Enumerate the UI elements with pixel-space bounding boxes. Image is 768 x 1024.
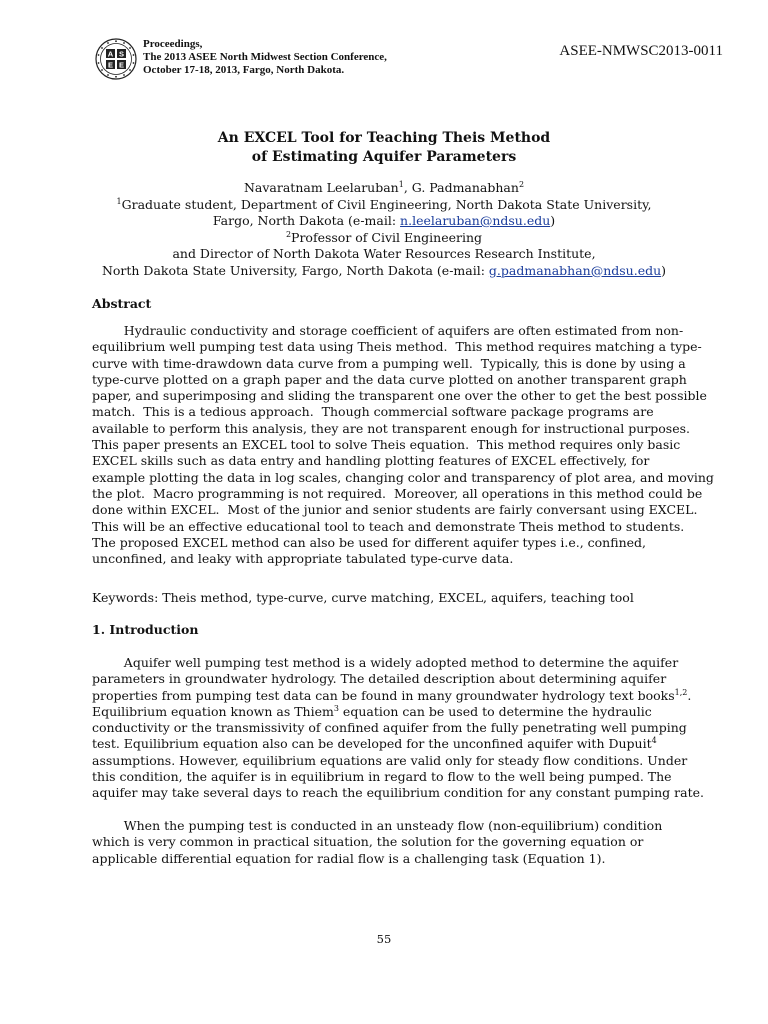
- text-line: match. This is a tedious approach. Though commercial software package programs are: [92, 404, 654, 420]
- text-line: curve with time-drawdown data curve from a pumping well. Typically, this is done by using a: [92, 355, 686, 371]
- intro-line: conductivity or the transmissivity of confined aquifer from the fully penetrating well pumping: [92, 720, 687, 736]
- svg-text:E: E: [107, 60, 114, 70]
- aff-1-sup: 1: [116, 196, 122, 206]
- intro-line: [92, 704, 676, 720]
- svg-text:S: S: [118, 49, 125, 59]
- author-block: [0, 180, 768, 279]
- title-line: An EXCEL Tool for Teaching Theis Method: [217, 130, 551, 146]
- keywords-line: [92, 590, 676, 606]
- citation-sup: 4: [651, 736, 657, 746]
- keywords-text: Keywords: Theis method, type-curve, curve matching, EXCEL, aquifers, teaching tool: [92, 590, 634, 605]
- text-line: example plotting the data in log scales, changing color and transparency of plot area, and moving: [92, 469, 714, 485]
- author-1: Navaratnam Leelaruban: [243, 180, 399, 195]
- intro-line-text: test. Equilibrium equation also can be developed for the unconfined aquifer with Dupuit: [92, 736, 652, 752]
- svg-text:E: E: [118, 60, 125, 70]
- proceedings-block: [143, 38, 387, 77]
- text-line: done within EXCEL. Most of the junior and senior students are fairly conversant using EXCEL.: [92, 502, 698, 518]
- text-line: This will be an effective educational tool to teach and demonstrate Theis method to students.: [92, 518, 685, 534]
- svg-text:A: A: [107, 49, 114, 59]
- citation-sup: 3: [333, 703, 339, 713]
- author-2: , G. Padmanabhan: [403, 180, 519, 195]
- text-line: the plot. Macro programming is not required. Moreover, all operations in this method could be: [92, 485, 703, 501]
- abstract-paragraph: [92, 323, 714, 567]
- intro-line-text: Equilibrium equation known as Thiem: [92, 703, 334, 719]
- paper-id: ASEE-NMWSC2013-0011: [559, 43, 723, 59]
- asee-logo-icon: [95, 38, 137, 80]
- author-1-sup: 1: [398, 179, 404, 189]
- aff-2-text: Professor of Civil Engineering: [291, 229, 483, 245]
- text-line: The proposed EXCEL method can also be used for different aquifer types i.e., confined,: [92, 534, 646, 550]
- intro-line-text: properties from pumping test data can be found in many groundwater hydrology text books: [92, 687, 675, 703]
- intro-line: assumptions. However, equilibrium equations are valid only for steady flow conditions. Under: [92, 752, 688, 768]
- text-line: applicable differential equation for radial flow is a challenging task (Equation 1).: [92, 850, 606, 866]
- proceedings-line: The 2013 ASEE North Midwest Section Conference,: [143, 51, 387, 63]
- affiliation-1: [0, 197, 768, 214]
- author-line: [0, 180, 768, 197]
- text-line: This paper presents an EXCEL tool to solve Theis equation. This method requires only basic: [92, 437, 681, 453]
- intro-line-text: .: [687, 687, 692, 703]
- email-link-1[interactable]: n.leelaruban@ndsu.edu: [400, 213, 551, 228]
- intro-line-text: equation can be used to determine the hydraulic: [338, 703, 652, 719]
- text-line: which is very common in practical situation, the solution for the governing equation or: [92, 834, 644, 850]
- intro-paragraph-2: [92, 818, 676, 867]
- title-line: of Estimating Aquifer Parameters: [251, 149, 517, 165]
- intro-line: Aquifer well pumping test method is a widely adopted method to determine the aquifer: [92, 655, 679, 670]
- affiliation-2: [0, 230, 768, 247]
- paper-title: [0, 129, 768, 167]
- aff-1-text-2: Fargo, North Dakota (e-mail:: [212, 213, 401, 228]
- intro-line: this condition, the aquifer is in equilibrium in regard to flow to the well being pumped. The: [92, 769, 672, 785]
- text-line: paper, and superimposing and sliding the transparent one over the other to get the best possible: [92, 388, 707, 404]
- aff-2-text-3: North Dakota State University, Fargo, North Dakota (e-mail:: [101, 262, 489, 278]
- intro-line: [92, 687, 692, 704]
- intro-line: [92, 736, 676, 752]
- intro-line: parameters in groundwater hydrology. The detailed description about determining aquifer: [92, 671, 667, 687]
- proceedings-line: October 17-18, 2013, Fargo, North Dakota.: [143, 64, 345, 76]
- text-line: EXCEL skills such as data entry and handling plotting features of EXCEL effectively, for: [92, 453, 650, 469]
- text-line: available to perform this analysis, they are not transparent enough for instructional purposes.: [92, 420, 690, 436]
- text-line: Hydraulic conductivity and storage coefficient of aquifers are often estimated from non-: [92, 323, 684, 338]
- aff-1-close: ): [550, 213, 556, 228]
- affiliation-2-email-line: [0, 263, 768, 280]
- text-line: When the pumping test is conducted in an unsteady flow (non-equilibrium) condition: [92, 818, 663, 833]
- text-line: type-curve plotted on a graph paper and the data curve plotted on another transparent graph: [92, 371, 687, 387]
- aff-1-text: Graduate student, Department of Civil Engineering, North Dakota State University,: [121, 196, 652, 212]
- text-line: equilibrium well pumping test data using Theis method. This method requires matching a type-: [92, 339, 702, 355]
- email-link-2[interactable]: g.padmanabhan@ndsu.edu: [488, 262, 662, 278]
- aff-2-sup: 2: [285, 229, 292, 239]
- affiliation-1-email-line: [0, 213, 768, 230]
- introduction-heading: 1. Introduction: [92, 622, 199, 637]
- page-number: 55: [376, 932, 392, 946]
- intro-line: aquifer may take several days to reach the equilibrium condition for any constant pumping rate.: [92, 785, 704, 801]
- aff-2-close: ): [661, 262, 667, 278]
- intro-paragraph-1: [92, 655, 704, 802]
- author-2-sup: 2: [518, 179, 525, 189]
- text-line: unconfined, and leaky with appropriate tabulated type-curve data.: [92, 551, 514, 567]
- proceedings-line: Proceedings,: [143, 38, 203, 50]
- affiliation-2-line-2: and Director of North Dakota Water Resources Research Institute,: [172, 246, 596, 261]
- abstract-heading: Abstract: [92, 296, 152, 311]
- citation-sup: 1,2: [674, 687, 688, 697]
